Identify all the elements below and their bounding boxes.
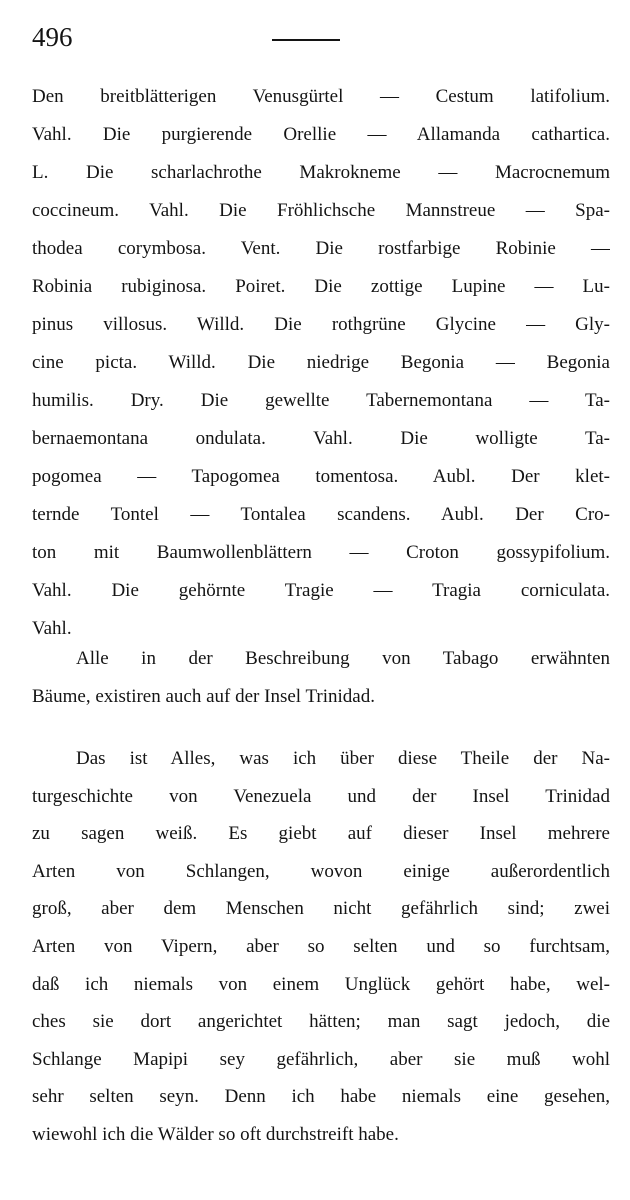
text-line: Das ist Alles, was ich über diese Theile der Na- — [76, 748, 610, 769]
text-line: turgeschichte von Venezuela und der Insel Trinidad — [32, 785, 610, 807]
trees-paragraph — [32, 640, 610, 716]
snakes-paragraph — [32, 740, 610, 1154]
text-line: groß, aber dem Menschen nicht gefährlich sind; zwei — [32, 898, 610, 920]
text-line: bernaemontana ondulata. Vahl. Die wolligte Ta- — [32, 428, 610, 449]
text-line: thodea corymbosa. Vent. Die rostfarbige Robinie — — [32, 238, 610, 259]
text-line: humilis. Dry. Die gewellte Tabernemontana — Ta- — [32, 390, 610, 411]
text-line: pogomea — Tapogomea tomentosa. Aubl. Der klet- — [32, 466, 610, 487]
text-line: coccineum. Vahl. Die Fröhlichsche Mannstreue — Spa- — [32, 200, 610, 221]
text-line: sehr selten seyn. Denn ich habe niemals eine gesehen, — [32, 1086, 610, 1108]
text-line: Den breitblätterigen Venusgürtel — Cestum latifolium. — [32, 86, 610, 107]
text-line: wiewohl ich die Wälder so oft durchstreift habe. — [32, 1123, 399, 1145]
text-line: cine picta. Willd. Die niedrige Begonia — Begonia — [32, 352, 610, 373]
text-line: Vahl. Die gehörnte Tragie — Tragia corniculata. — [32, 580, 610, 601]
text-line: pinus villosus. Willd. Die rothgrüne Glycine — Gly- — [32, 314, 610, 335]
text-line: ches sie dort angerichtet hätten; man sagt jedoch, die — [32, 1011, 610, 1033]
text-line: Robinia rubiginosa. Poiret. Die zottige Lupine — Lu- — [32, 276, 610, 297]
text-line: Schlange Mapipi sey gefährlich, aber sie muß wohl — [32, 1048, 610, 1070]
species-list-paragraph — [32, 78, 610, 648]
text-line: Arten von Vipern, aber so selten und so furchtsam, — [32, 935, 610, 957]
text-line: Vahl. Die purgierende Orellie — Allamanda cathartica. — [32, 124, 610, 145]
header-rule — [272, 39, 340, 41]
text-line: zu sagen weiß. Es giebt auf dieser Insel mehrere — [32, 823, 610, 845]
text-line: Arten von Schlangen, wovon einige außerordentlich — [32, 860, 610, 882]
text-line: Vahl. — [32, 618, 72, 639]
text-line: L. Die scharlachrothe Makrokneme — Macrocnemum — [32, 162, 610, 183]
text-line: daß ich niemals von einem Unglück gehört habe, wel- — [32, 973, 610, 995]
text-line: Alle in der Beschreibung von Tabago erwähnten — [76, 648, 610, 669]
text-line: ternde Tontel — Tontalea scandens. Aubl. Der Cro- — [32, 504, 610, 525]
text-line: Bäume, existiren auch auf der Insel Trinidad. — [32, 686, 375, 707]
page-number: 496 — [32, 22, 73, 52]
text-line: ton mit Baumwollenblättern — Croton gossypifolium. — [32, 542, 610, 563]
